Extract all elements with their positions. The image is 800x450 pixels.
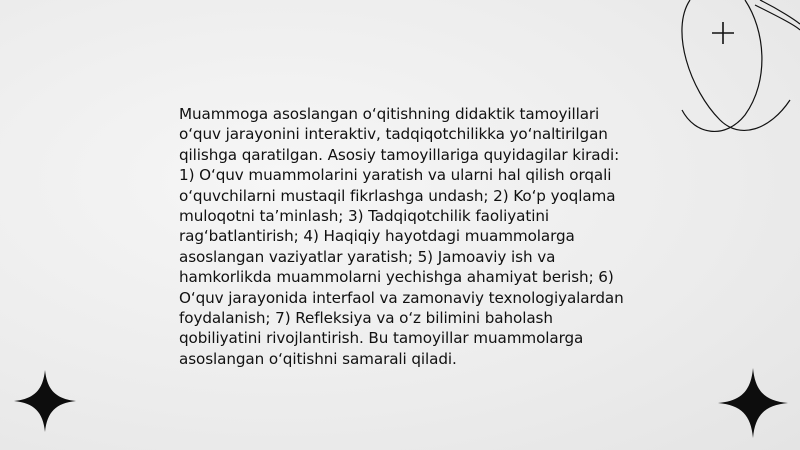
four-point-star-icon [14, 370, 76, 432]
orbit-lines-icon [660, 0, 800, 150]
four-point-star-icon [718, 368, 788, 438]
body-text: Muammoga asoslangan o‘qitishning didaktik tamoyillari o‘quv jarayonini interaktiv, tadqiqotchilikka yo‘naltirilgan qilishga qaratilgan. Asosiy tamoyillariga quyidagilar kiradi: 1) O‘quv muammolarini yaratish va ularni hal qilish orqali o‘quvchilarni mustaqil fikrlashga undash; 2) Ko‘p yoqlama muloqotni ta’minlash; 3) Tadqiqotchilik faoliyatini rag‘batlantirish; 4) Haqiqiy hayotdagi muammolarga asoslangan vaziyatlar yaratish; 5) Jamoaviy ish va hamkorlikda muammolarni yechishga ahamiyat berish; 6) O‘quv jarayonida interfaol va zamonaviy texnologiyalardan foydalanish; 7) Refleksiya va o‘z bilimini baholash qobiliyatini rivojlantirish. Bu tamoyillar muammolarga asoslangan o‘qitishni samarali qiladi. [179, 105, 624, 368]
